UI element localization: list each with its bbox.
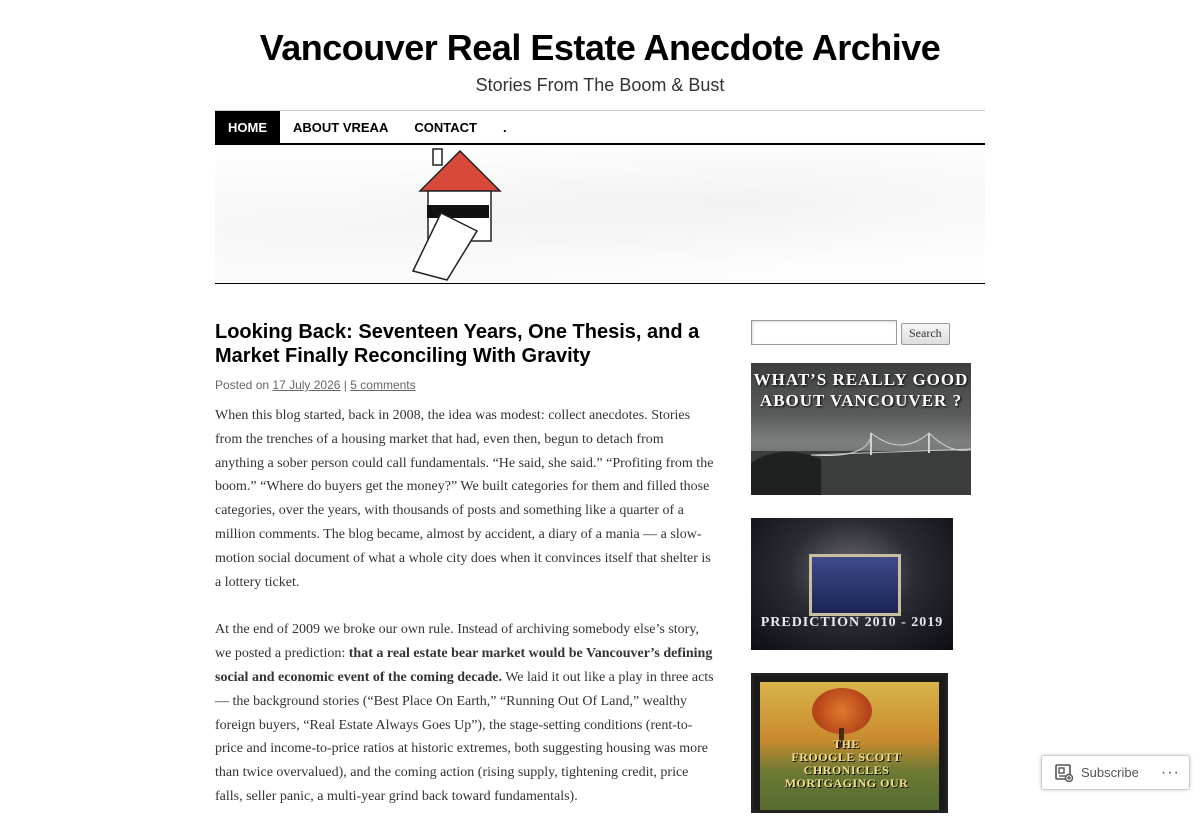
- bold-prediction-text: that a real estate bear market would be Vancouver’s defining social and economic event of the coming decade.: [215, 646, 713, 685]
- posted-on-label: Posted on: [215, 378, 270, 392]
- site-title[interactable]: Vancouver Real Estate Anecdote Archive: [259, 27, 941, 68]
- nav-item-dot[interactable]: .: [502, 119, 507, 135]
- post-body: [215, 404, 715, 809]
- header-banner: [215, 145, 985, 284]
- search-input[interactable]: [751, 320, 897, 345]
- stage-graphic: [809, 554, 901, 616]
- widget1-text: WHAT’S REALLY GOOD ABOUT VANCOUVER ?: [753, 370, 969, 410]
- post-paragraph: When this blog started, back in 2008, the idea was modest: collect anecdotes. Stories from the trenches of a housing market that had, even then, begun to detach from anything a sober person could call fundamentals. “He said, she said.” “Profiting from the boom.” “Where do buyers get the money?” We built categories for them and filled those categories, over the years, with thousands of posts and something like a quarter of a million comments. The blog became, almost by accident, a diary of a mania — a slow-motion social document of what a whole city does when it convinces itself that shelter is a lottery ticket.: [215, 408, 714, 590]
- widget3-line: CHRONICLES: [803, 763, 890, 777]
- post-paragraph: [215, 618, 715, 808]
- blog-post: [215, 320, 715, 833]
- paragraph-text: At the end of 2009 we broke our own rule. Instead of archiving somebody else’s story, we posted a prediction:: [215, 622, 699, 662]
- subscribe-button[interactable]: Subscribe: [1081, 765, 1139, 780]
- widget3-text: [754, 738, 939, 790]
- comments-link[interactable]: 5 comments: [350, 378, 416, 392]
- nav-item-home[interactable]: HOME: [215, 111, 280, 143]
- widget3-line: THE: [833, 737, 860, 751]
- more-options-button[interactable]: ···: [1160, 763, 1180, 781]
- sidebar: [751, 320, 985, 813]
- widget3-line: FROOGLE SCOTT: [791, 750, 902, 764]
- main-nav: [215, 110, 985, 146]
- paragraph-text: We laid it out like a play in three acts — the background stories (“Best Place On Earth,” “Running Out Of Land,” wealthy foreign buyers, “Real Estate Always Goes Up”), the stage-setting conditions (rent-to-price and income-to-price ratios at historic extremes, both suggesting housing was more than twice overvalued), and the coming action (rising supply, tightening credit, price falls, seller panic, a multi-year grind back toward fundamentals).: [215, 669, 714, 804]
- nav-item-about[interactable]: ABOUT VREAA: [293, 119, 389, 135]
- nav-item-contact[interactable]: CONTACT: [414, 119, 477, 135]
- post-meta: [215, 376, 715, 394]
- site-description: Stories From The Boom & Bust: [475, 75, 725, 95]
- widget-froogle-scott-image[interactable]: [751, 673, 948, 813]
- subscribe-bar: [1041, 755, 1190, 790]
- meta-separator: |: [343, 378, 347, 392]
- widget2-text: PREDICTION 2010 - 2019: [760, 615, 944, 630]
- post-date-link[interactable]: 17 July 2026: [272, 378, 341, 392]
- search-form: [751, 320, 985, 345]
- house-logo-icon: [405, 147, 515, 283]
- widget-whats-really-good-image[interactable]: [751, 363, 971, 495]
- reader-plus-icon: [1055, 764, 1073, 782]
- post-title[interactable]: Looking Back: Seventeen Years, One Thesis, and a Market Finally Reconciling With Gravity: [215, 321, 700, 367]
- widget3-line: MORTGAGING OUR: [784, 776, 909, 790]
- widget-prediction-image[interactable]: [751, 518, 953, 650]
- search-button[interactable]: Search: [901, 323, 950, 345]
